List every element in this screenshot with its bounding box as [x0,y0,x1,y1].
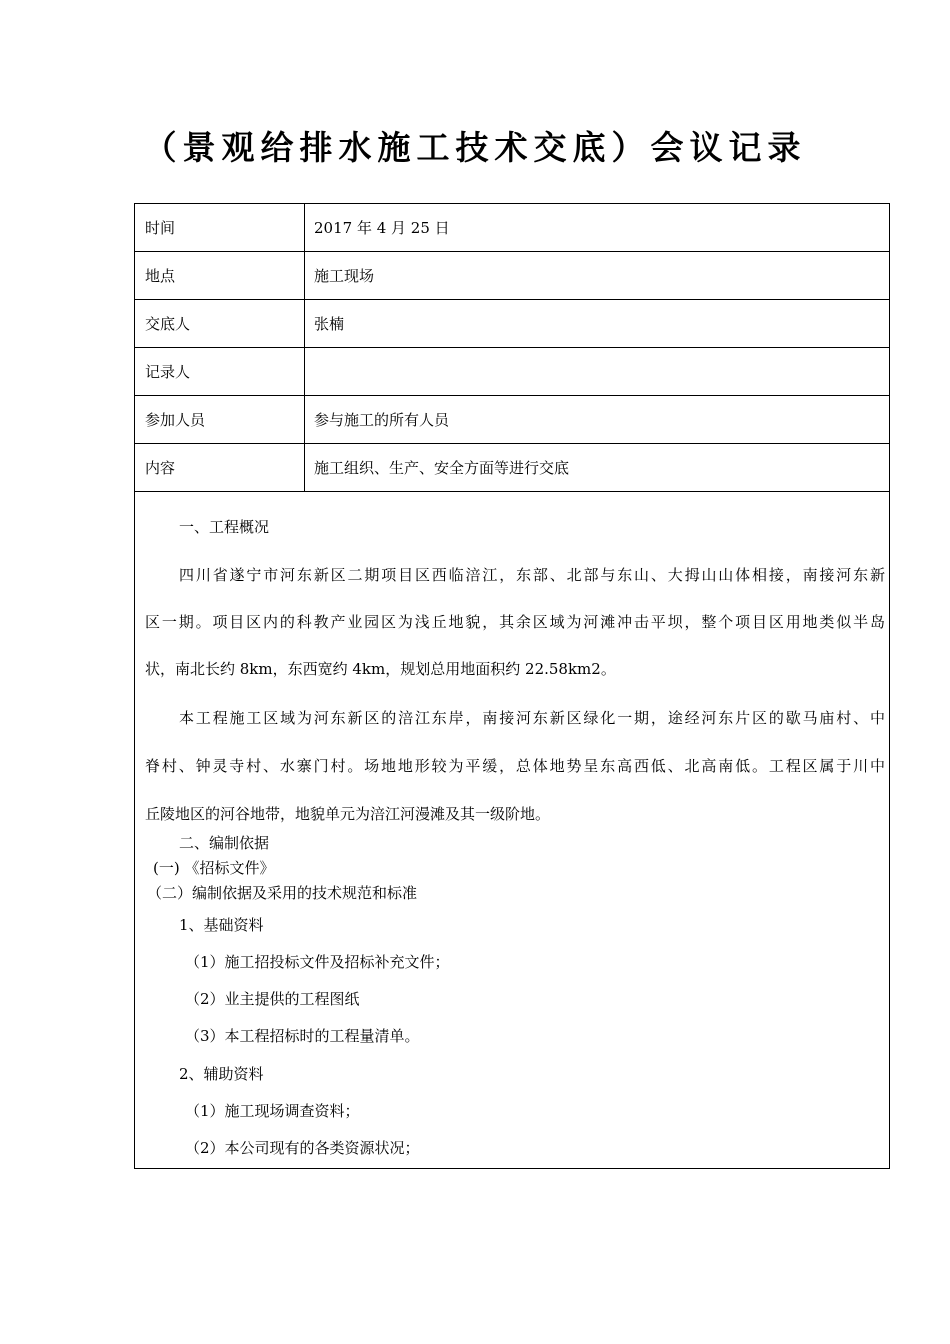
section-heading: 二、编制依据 [179,834,270,852]
info-value: 施工组织、生产、安全方面等进行交底 [314,459,570,477]
paragraph-line: 四川省遂宁市河东新区二期项目区西临涪江，东部、北部与东山、大拇山山体相接，南接河东新 [179,566,885,584]
document-title: （景观给排水施工技术交底）会议记录 [143,128,807,167]
info-value: 张楠 [314,315,345,333]
info-value: 参与施工的所有人员 [314,411,450,429]
list-item: （2）业主提供的工程图纸 [185,990,360,1008]
list-item: （3）本工程招标时的工程量清单。 [185,1027,420,1045]
list-item: （1）施工现场调查资料； [185,1102,360,1120]
info-row-location [135,252,889,300]
list-heading: 1、基础资料 [179,916,264,934]
info-value: 2017 年 4 月 25 日 [314,219,450,237]
info-label: 参加人员 [135,396,305,443]
paragraph-line: 本工程施工区域为河东新区的涪江东岸，南接河东新区绿化一期，途经河东片区的歇马庙村、中 [179,709,885,727]
paragraph-line: 状，南北长约 8km，东西宽约 4km，规划总用地面积约 22.58km2。 [145,660,616,678]
paragraph-line: 区一期。项目区内的科教产业园区为浅丘地貌，其余区域为河滩冲击平坝，整个项目区用地类似半岛 [145,613,885,631]
info-value: 施工现场 [314,267,375,285]
info-row-presenter [135,300,889,348]
info-row-content [135,444,889,492]
info-row-recorder [135,348,889,396]
info-label: 地点 [135,252,305,299]
info-label: 内容 [135,444,305,491]
paragraph-line: 脊村、钟灵寺村、水寨门村。场地地形较为平缓，总体地势呈东高西低、北高南低。工程区属于川中 [145,757,885,775]
sub-heading: （二）编制依据及采用的技术规范和标准 [147,884,418,902]
info-row-time [135,204,889,252]
info-label: 时间 [135,204,305,251]
paragraph-line: 丘陵地区的河谷地带，地貌单元为涪江河漫滩及其一级阶地。 [145,805,551,823]
list-item: （2）本公司现有的各类资源状况； [185,1139,420,1157]
sub-heading: (一) 《招标文件》 [153,859,275,877]
info-label: 记录人 [135,348,305,395]
list-item: （1）施工招投标文件及招标补充文件； [185,953,450,971]
section-heading: 一、工程概况 [179,518,270,536]
info-row-participants [135,396,889,444]
list-heading: 2、辅助资料 [179,1065,264,1083]
info-label: 交底人 [135,300,305,347]
meeting-record-table [134,203,890,1169]
